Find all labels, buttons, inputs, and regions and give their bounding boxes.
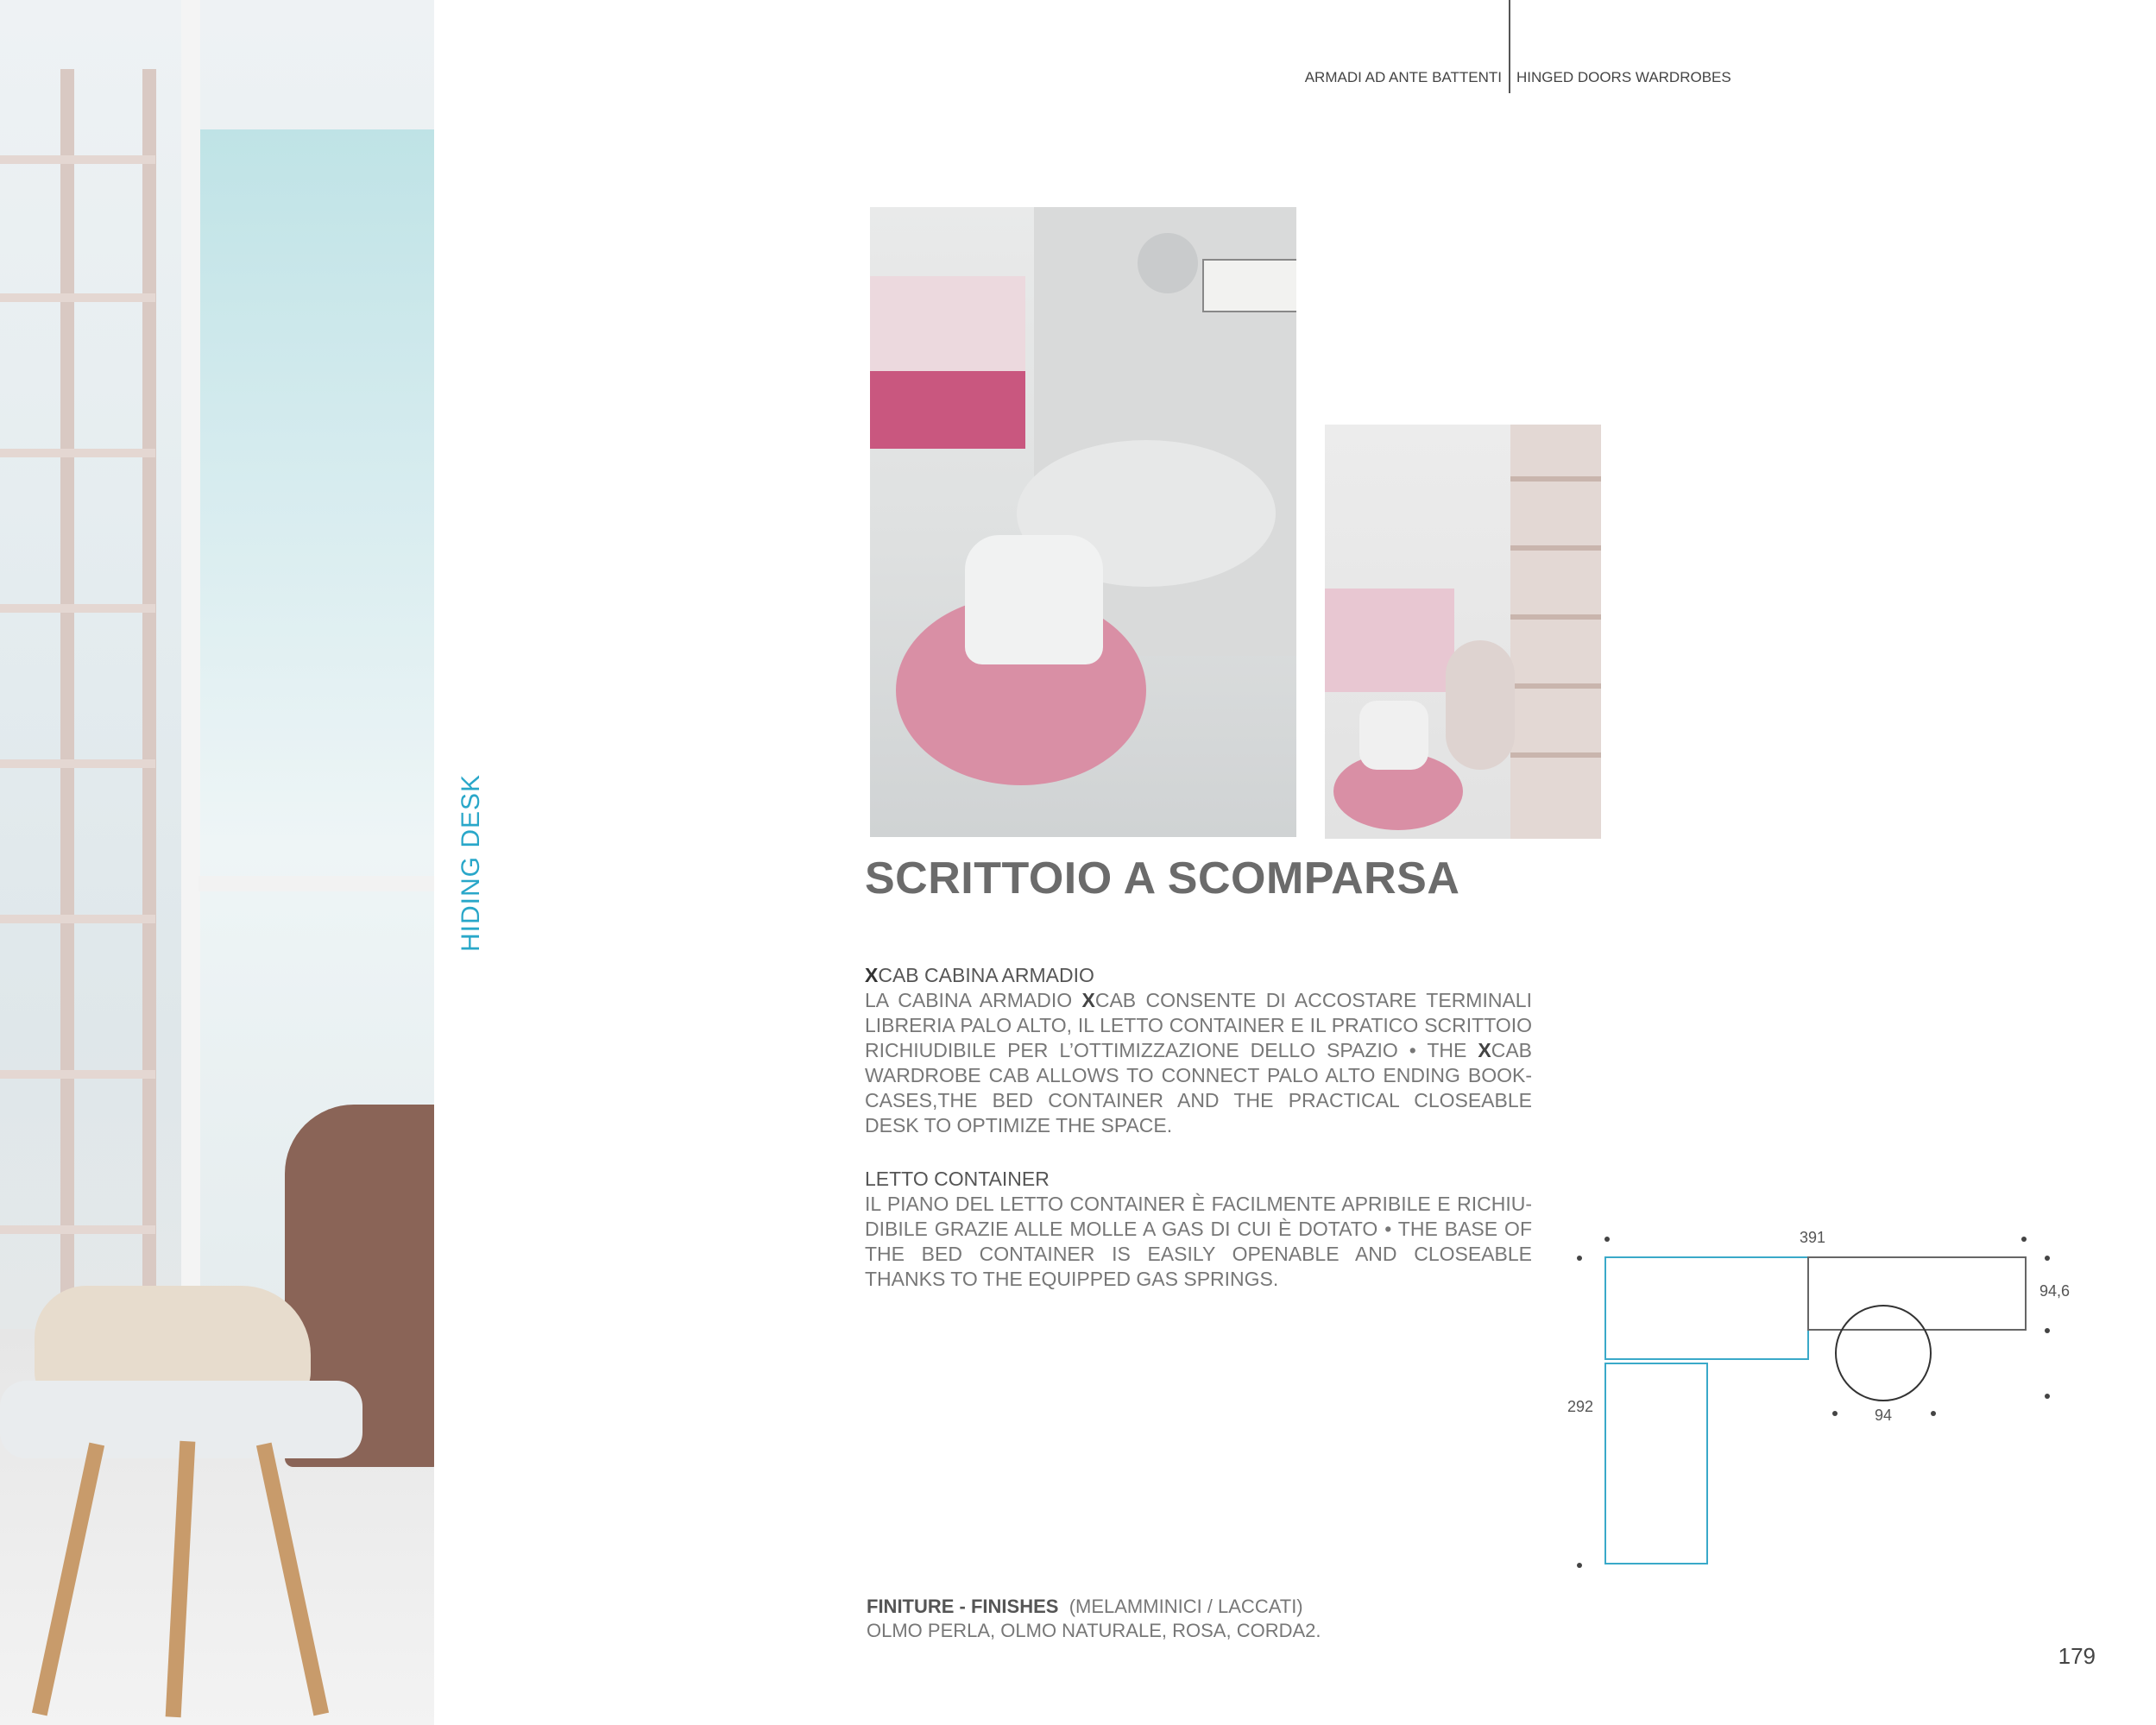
bookshelf-shelf	[0, 1225, 155, 1234]
bed	[1325, 589, 1454, 692]
dimension-depth: 94,6	[2039, 1282, 2071, 1300]
bookshelf-post	[60, 69, 74, 1363]
bookshelf-shelf	[1510, 476, 1601, 482]
white-chair	[965, 535, 1103, 664]
bookshelf-shelf	[1510, 683, 1601, 689]
folding-desk	[1446, 640, 1515, 770]
dimension-width: 391	[1800, 1229, 1826, 1246]
bookshelf-shelf	[1510, 752, 1601, 758]
header-divider	[1509, 0, 1510, 93]
section-heading: XCAB CABINA ARMADIO	[865, 964, 1094, 986]
section-body: LA CABINA ARMADIO XCAB CONSENTE DI ACCOSTARE TERMINALI LIBRERIA PALO ALTO, IL LETTO CONTAINER E IL PRATICO SCRITTOIO RICHIUDIBILE PER L’OTTIMIZZAZIONE DELLO SPAZIO • THE XCAB WARDROBE CAB ALLOWS TO CONNECT PALO ALTO ENDING BOOK-CASES,THE BED CONTAINER AND THE PRACTICAL CLOSEABLE DESK TO OPTIMIZE THE SPACE.	[865, 989, 1532, 1136]
bookshelf-shelf	[0, 915, 155, 923]
bookshelf-shelf	[0, 759, 155, 768]
bookshelf-shelf	[0, 1070, 155, 1079]
bookshelf-shelf	[0, 293, 155, 302]
plan-diagram	[1554, 1208, 2071, 1588]
finishes-block	[867, 1595, 1321, 1643]
plan-side-unit	[1605, 1363, 1707, 1564]
header-category-en: HINGED DOORS WARDROBES	[1516, 69, 1731, 85]
bed-front	[870, 371, 1025, 449]
finishes-label: FINITURE - FINISHES	[867, 1596, 1059, 1617]
bookshelf-shelf	[1510, 614, 1601, 620]
finishes-note: (MELAMMINICI / LACCATI)	[1069, 1596, 1303, 1617]
finishes-list: OLMO PERLA, OLMO NATURALE, ROSA, CORDA2.	[867, 1620, 1321, 1641]
wall-sign	[1202, 259, 1296, 312]
bookshelf-post	[142, 69, 156, 1363]
photo-desk-secondary	[1325, 425, 1601, 839]
heart-decoration	[1138, 233, 1198, 293]
dimension-height: 292	[1567, 1398, 1594, 1415]
white-chair	[1359, 701, 1428, 770]
bookshelf-shelf	[1510, 545, 1601, 551]
dimension-circle: 94	[1875, 1407, 1893, 1424]
bookshelf-shelf	[0, 155, 155, 164]
plan-round-desk	[1836, 1306, 1931, 1401]
bookshelf	[1510, 425, 1601, 839]
plan-drawing	[1554, 1208, 2071, 1588]
x-logo-mark: X	[865, 964, 879, 986]
bookshelf-shelf	[0, 604, 155, 613]
bookshelf-shelf	[0, 449, 155, 457]
section-body: IL PIANO DEL LETTO CONTAINER È FACILMENTE APRIBILE E RICHIU-DIBILE GRAZIE ALLE MOLLE A GAS DI CUI È DOTATO • THE BASE OF THE BED CONTAINER IS EASILY OPENABLE AND CLOSEABLE THANKS TO THE EQUIPPED GAS SPRINGS.	[865, 1193, 1532, 1290]
side-section-label: HIDING DESK	[457, 773, 485, 953]
left-room-photo	[0, 0, 434, 1725]
section-heading: LETTO CONTAINER	[865, 1168, 1050, 1190]
photo-desk-main	[870, 207, 1296, 837]
section-xcab	[865, 963, 1532, 1138]
dimension-dots	[1577, 1237, 2050, 1568]
window-frame	[199, 876, 434, 891]
plan-bed-container	[1605, 1257, 1808, 1359]
section-letto-container	[865, 1167, 1532, 1292]
page-number: 179	[2058, 1643, 2096, 1669]
window-frame	[181, 0, 200, 1338]
page-title: SCRITTOIO A SCOMPARSA	[865, 853, 1460, 903]
header-category-it: ARMADI AD ANTE BATTENTI	[1304, 69, 1502, 85]
